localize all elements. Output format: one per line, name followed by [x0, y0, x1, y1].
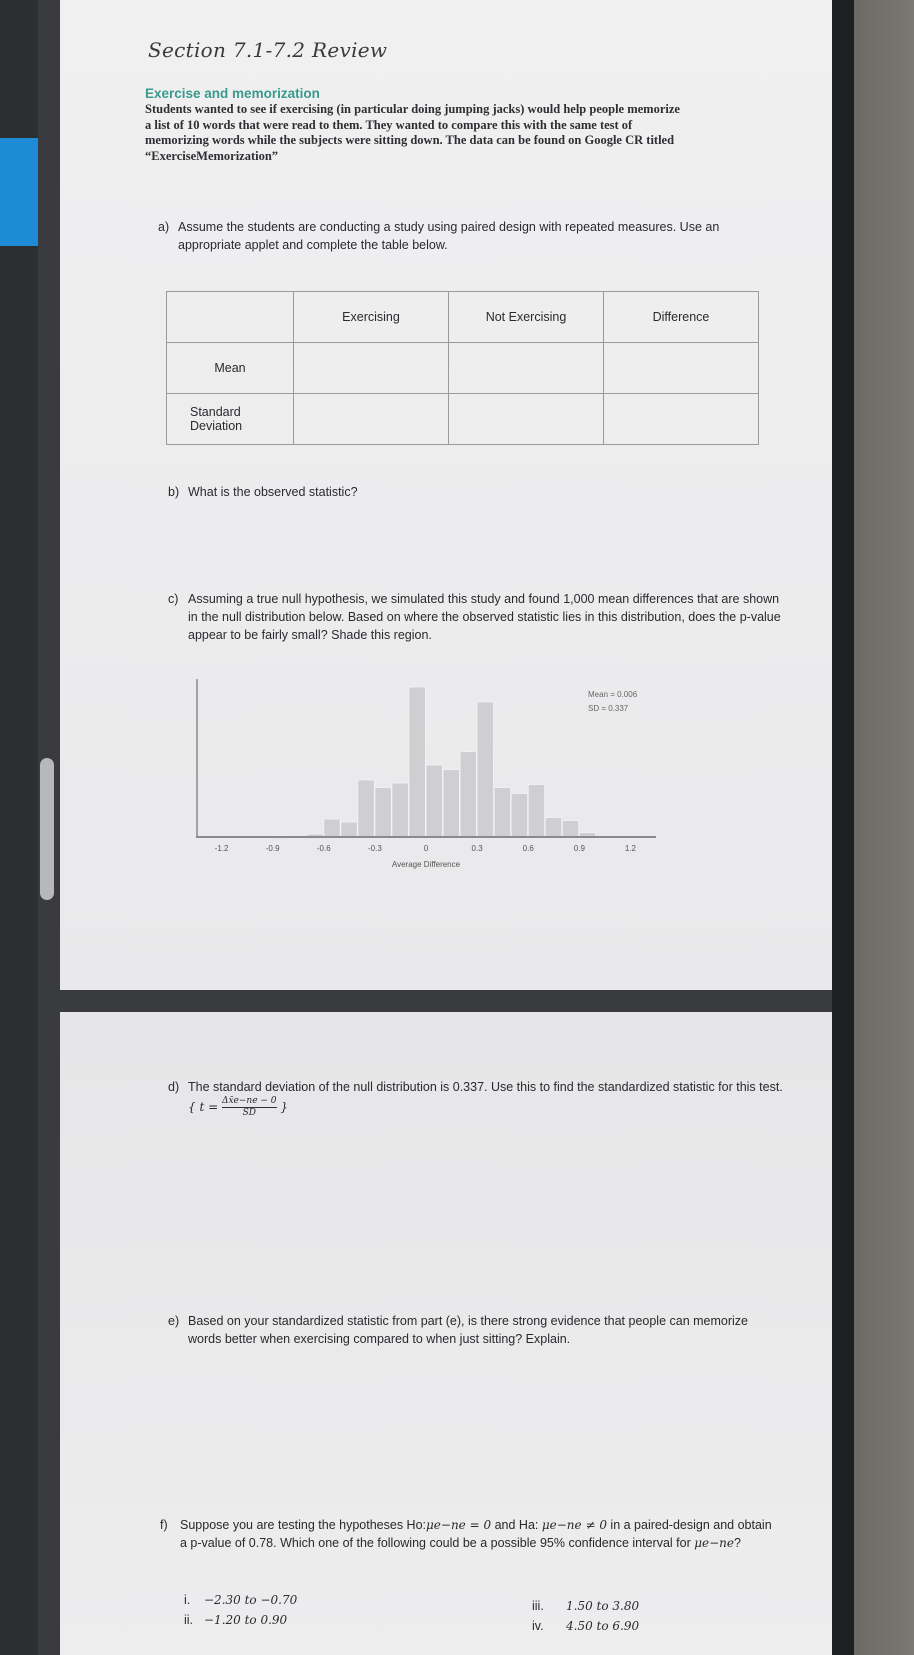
- question-a: [158, 218, 758, 254]
- question-f: f) Suppose you are testing the hypotheses Ho:μe−ne = 0 and Ha: μe−ne ≠ 0 in a paired-design and obtain a p-value of 0.78. Which one of the following could be a possible 95% confidence interval for μe−ne?: [160, 1518, 772, 1550]
- x-tick-label: -0.3: [367, 844, 382, 853]
- x-tick-label: 0: [423, 844, 429, 853]
- sd-annotation: SD = 0.337: [588, 704, 629, 713]
- question-b-label: b): [168, 485, 180, 499]
- histogram-bar: [494, 788, 510, 838]
- question-a-text: Assume the students are conducting a study using paired design with repeated measures. Use an appropriate applet and complete the table below.: [178, 220, 720, 252]
- question-b-text: What is the observed statistic?: [188, 485, 358, 499]
- question-b: [168, 483, 768, 501]
- table-row: [167, 343, 759, 394]
- histogram-bar: [426, 765, 442, 837]
- left-sidebar: [0, 0, 38, 1655]
- question-c-label: c): [168, 592, 179, 606]
- question-e-text: Based on your standardized statistic from part (e), is there strong evidence that people can memorize words better when exercising compared to when just sitting? Explain.: [188, 1314, 749, 1346]
- question-e-label: e): [168, 1314, 180, 1328]
- data-table: [166, 291, 759, 445]
- histogram-bar: [528, 785, 544, 838]
- table-cell-input[interactable]: [604, 343, 759, 394]
- table-cell-input[interactable]: [604, 394, 759, 445]
- table-cell-input[interactable]: [294, 343, 449, 394]
- worksheet-page-2: [60, 1012, 832, 1655]
- option-item[interactable]: i. −2.30 to −0.70: [184, 1593, 298, 1607]
- histogram-bar: [545, 818, 561, 838]
- x-tick-label: 0.6: [522, 844, 534, 853]
- histogram-bar: [562, 821, 578, 838]
- histogram-bar: [358, 780, 374, 837]
- scrollbar-thumb[interactable]: [40, 758, 54, 900]
- histogram-bar: [324, 819, 340, 837]
- null-distribution-histogram: [196, 677, 696, 897]
- exercise-title: Exercise and memorization: [145, 86, 320, 101]
- question-c: [168, 590, 788, 644]
- standardized-formula: { t = $\frac{\Delta x̄e-ne - 0}{SD}$ }: [188, 1096, 288, 1118]
- null-hypothesis: μe−ne = 0: [426, 1518, 492, 1532]
- table-header-cell: Difference: [604, 292, 759, 343]
- parameter: μe−ne: [694, 1536, 734, 1550]
- histogram-bar: [443, 770, 459, 838]
- x-tick-label: 1.2: [624, 844, 637, 853]
- question-d-text: The standard deviation of the null distribution is 0.337. Use this to find the standardized statistic for this test.: [188, 1080, 783, 1094]
- table-cell-input[interactable]: [294, 394, 449, 445]
- table-header-row: [167, 292, 759, 343]
- question-e: [168, 1312, 788, 1348]
- x-axis-label: Average Difference: [391, 860, 461, 869]
- page-title: Section 7.1-7.2 Review: [148, 38, 388, 62]
- histogram-bar: [392, 783, 408, 837]
- histogram-bar: [460, 752, 476, 838]
- active-tab-indicator[interactable]: [0, 138, 38, 246]
- option-item[interactable]: ii. −1.20 to 0.90: [184, 1613, 288, 1627]
- question-d: [168, 1078, 798, 1119]
- histogram-bar: [409, 687, 425, 837]
- histogram-bars: [273, 687, 596, 837]
- table-row-label: Standard Deviation: [167, 394, 294, 445]
- alt-hypothesis: μe−ne ≠ 0: [541, 1518, 607, 1532]
- question-f-label: f): [160, 1518, 168, 1532]
- table-cell-input[interactable]: [449, 343, 604, 394]
- options-left: [184, 1590, 297, 1630]
- histogram-bar: [511, 794, 527, 838]
- table-header-cell: [167, 292, 294, 343]
- desk-background: [832, 0, 914, 1655]
- x-axis-ticks: [215, 844, 637, 853]
- histogram-bar: [477, 702, 493, 837]
- question-a-label: a): [158, 220, 170, 234]
- table-cell-input[interactable]: [449, 394, 604, 445]
- histogram-bar: [375, 788, 391, 838]
- option-item[interactable]: iv. 4.50 to 6.90: [532, 1619, 640, 1633]
- table-row: [167, 394, 759, 445]
- table-header-cell: Exercising: [294, 292, 449, 343]
- histogram-bar: [341, 822, 357, 837]
- question-c-text: Assuming a true null hypothesis, we simulated this study and found 1,000 mean differences that are shown in the null distribution below. Based on where the observed statistic lies in this distribution, does the p-value appear to be fairly small? Shade this region.: [188, 592, 781, 642]
- mean-annotation: Mean = 0.006: [588, 690, 638, 699]
- option-item[interactable]: iii. 1.50 to 3.80: [532, 1599, 640, 1613]
- worksheet-page-1: [60, 0, 832, 990]
- options-right: [532, 1596, 639, 1636]
- exercise-intro: Students wanted to see if exercising (in particular doing jumping jacks) would help people memorize a list of 10 words that were read to them. They wanted to compare this with the same test of memorizing words while the subjects were sitting down. The data can be found on Google CR titled “ExerciseMemorization”: [145, 102, 680, 163]
- x-tick-label: -0.6: [316, 844, 331, 853]
- table-header-cell: Not Exercising: [449, 292, 604, 343]
- x-tick-label: -1.2: [214, 844, 229, 853]
- x-tick-label: 0.3: [471, 844, 483, 853]
- table-row-label: Mean: [167, 343, 294, 394]
- question-d-label: d): [168, 1080, 180, 1094]
- x-tick-label: 0.9: [573, 844, 585, 853]
- x-tick-label: -0.9: [265, 844, 280, 853]
